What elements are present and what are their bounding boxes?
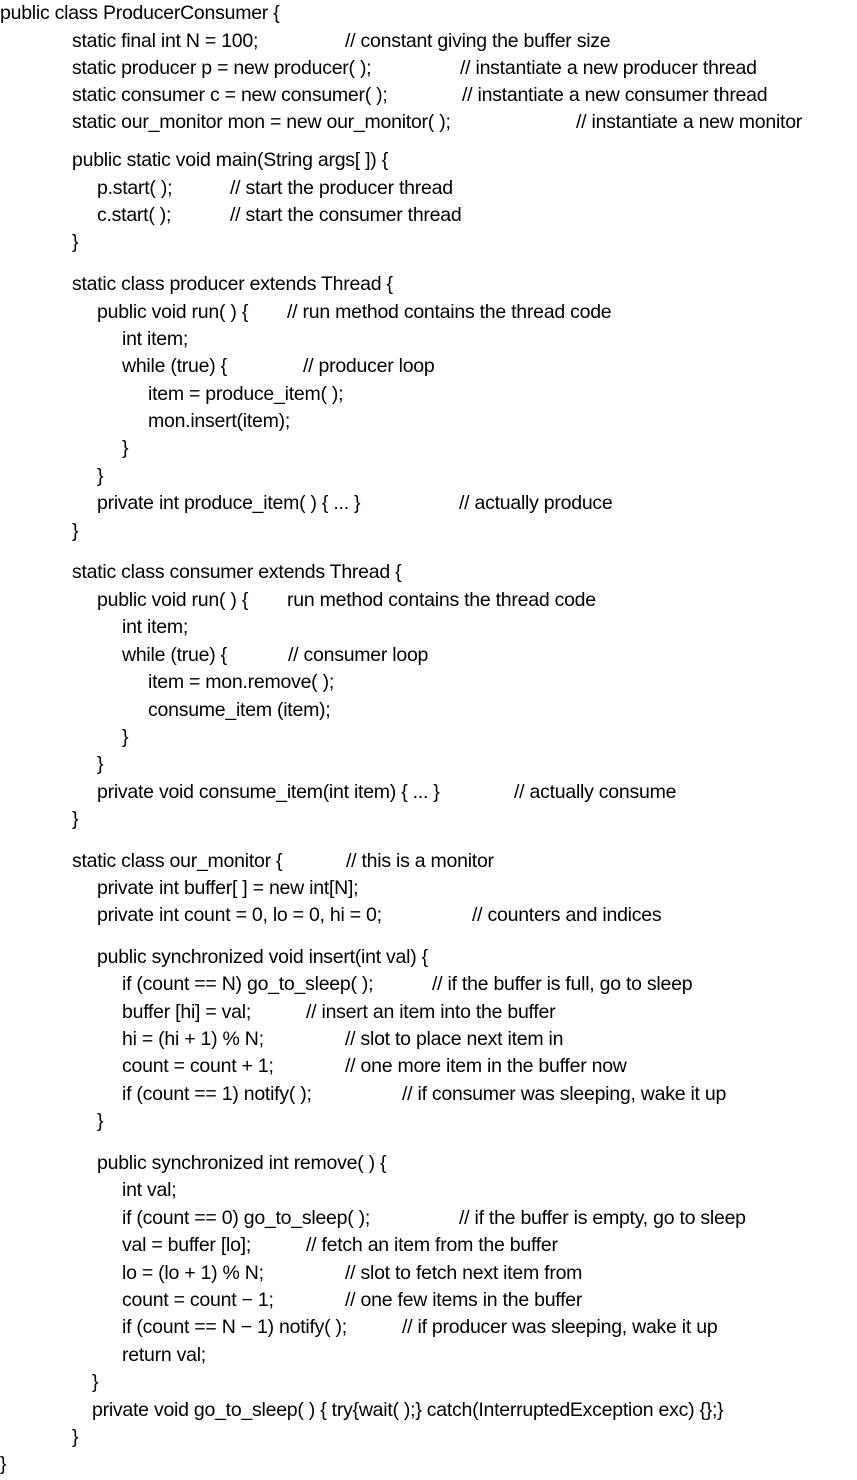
code-text: c.start( ); bbox=[97, 204, 172, 226]
code-comment: // one more item in the buffer now bbox=[345, 1055, 627, 1077]
code-text: while (true) { bbox=[122, 644, 227, 666]
code-text: static consumer c = new consumer( ); bbox=[72, 84, 388, 106]
code-text: } bbox=[97, 1110, 104, 1132]
code-text: static class producer extends Thread { bbox=[72, 273, 393, 295]
code-comment: // constant giving the buffer size bbox=[345, 30, 611, 52]
code-text: hi = (hi + 1) % N; bbox=[122, 1028, 264, 1050]
code-text: count = count + 1; bbox=[122, 1055, 274, 1077]
code-text: val = buffer [lo]; bbox=[122, 1234, 252, 1256]
code-comment: // this is a monitor bbox=[346, 850, 494, 872]
code-text: public class ProducerConsumer { bbox=[0, 2, 280, 24]
code-comment: // slot to place next item in bbox=[345, 1028, 564, 1050]
code-text: } bbox=[0, 1453, 7, 1475]
code-text: public static void main(String args[ ]) { bbox=[72, 149, 388, 171]
code-text: int item; bbox=[122, 616, 189, 638]
code-comment: // if consumer was sleeping, wake it up bbox=[402, 1083, 727, 1105]
code-comment: // insert an item into the buffer bbox=[306, 1001, 556, 1023]
code-text: while (true) { bbox=[122, 355, 227, 377]
code-text: int val; bbox=[122, 1179, 177, 1201]
code-text: int item; bbox=[122, 328, 189, 350]
code-comment: // if producer was sleeping, wake it up bbox=[402, 1316, 718, 1338]
code-text: public synchronized int remove( ) { bbox=[97, 1152, 387, 1174]
code-text: } bbox=[97, 465, 104, 487]
code-comment: // slot to fetch next item from bbox=[345, 1262, 583, 1284]
code-text: } bbox=[72, 520, 79, 542]
code-text: if (count == N) go_to_sleep( ); bbox=[122, 973, 374, 995]
code-comment: // instantiate a new consumer thread bbox=[462, 84, 768, 106]
code-text: private int buffer[ ] = new int[N]; bbox=[97, 877, 359, 899]
code-comment: // start the producer thread bbox=[230, 177, 453, 199]
code-text: item = mon.remove( ); bbox=[148, 671, 335, 693]
code-text: buffer [hi] = val; bbox=[122, 1001, 252, 1023]
code-text: consume_item (item); bbox=[148, 699, 331, 721]
code-text: } bbox=[72, 808, 79, 830]
code-comment: // fetch an item from the buffer bbox=[306, 1234, 558, 1256]
code-comment: // one few items in the buffer bbox=[345, 1289, 583, 1311]
code-text: return val; bbox=[122, 1344, 206, 1366]
code-text: } bbox=[72, 231, 79, 253]
code-text: static producer p = new producer( ); bbox=[72, 57, 372, 79]
code-comment: // if the buffer is full, go to sleep bbox=[432, 973, 693, 995]
code-text: private int count = 0, lo = 0, hi = 0; bbox=[97, 904, 382, 926]
code-text: } bbox=[97, 753, 104, 775]
code-comment: // start the consumer thread bbox=[230, 204, 462, 226]
code-text: } bbox=[122, 437, 129, 459]
code-comment: // producer loop bbox=[303, 355, 435, 377]
code-comment: // actually produce bbox=[459, 492, 613, 514]
code-text: } bbox=[122, 726, 129, 748]
code-text: static class our_monitor { bbox=[72, 850, 283, 872]
code-text: } bbox=[92, 1371, 99, 1393]
code-text: if (count == 0) go_to_sleep( ); bbox=[122, 1207, 371, 1229]
code-text: public void run( ) { bbox=[97, 301, 249, 323]
code-text: static class consumer extends Thread { bbox=[72, 561, 402, 583]
code-text: lo = (lo + 1) % N; bbox=[122, 1262, 264, 1284]
code-text: count = count − 1; bbox=[122, 1289, 274, 1311]
code-comment: run method contains the thread code bbox=[287, 589, 596, 611]
code-text: static our_monitor mon = new our_monitor( ); bbox=[72, 111, 451, 133]
code-text: static final int N = 100; bbox=[72, 30, 259, 52]
code-text: public void run( ) { bbox=[97, 589, 249, 611]
code-text: public synchronized void insert(int val) { bbox=[97, 946, 428, 968]
code-text: item = produce_item( ); bbox=[148, 383, 344, 405]
code-comment: // if the buffer is empty, go to sleep bbox=[459, 1207, 746, 1229]
code-comment: // instantiate a new monitor bbox=[576, 111, 803, 133]
code-text: mon.insert(item); bbox=[148, 410, 291, 432]
code-text: if (count == N − 1) notify( ); bbox=[122, 1316, 347, 1338]
code-text: private void consume_item(int item) { ... } bbox=[97, 781, 440, 803]
code-text: private void go_to_sleep( ) { try{wait( );} catch(InterruptedException exc) {};} bbox=[92, 1399, 724, 1421]
code-comment: // run method contains the thread code bbox=[287, 301, 612, 323]
code-comment: // counters and indices bbox=[472, 904, 662, 926]
code-comment: // actually consume bbox=[514, 781, 677, 803]
code-comment: // instantiate a new producer thread bbox=[460, 57, 757, 79]
code-text: } bbox=[72, 1426, 79, 1448]
code-text: p.start( ); bbox=[97, 177, 173, 199]
code-text: private int produce_item( ) { ... } bbox=[97, 492, 361, 514]
code-comment: // consumer loop bbox=[288, 644, 429, 666]
code-text: if (count == 1) notify( ); bbox=[122, 1083, 312, 1105]
